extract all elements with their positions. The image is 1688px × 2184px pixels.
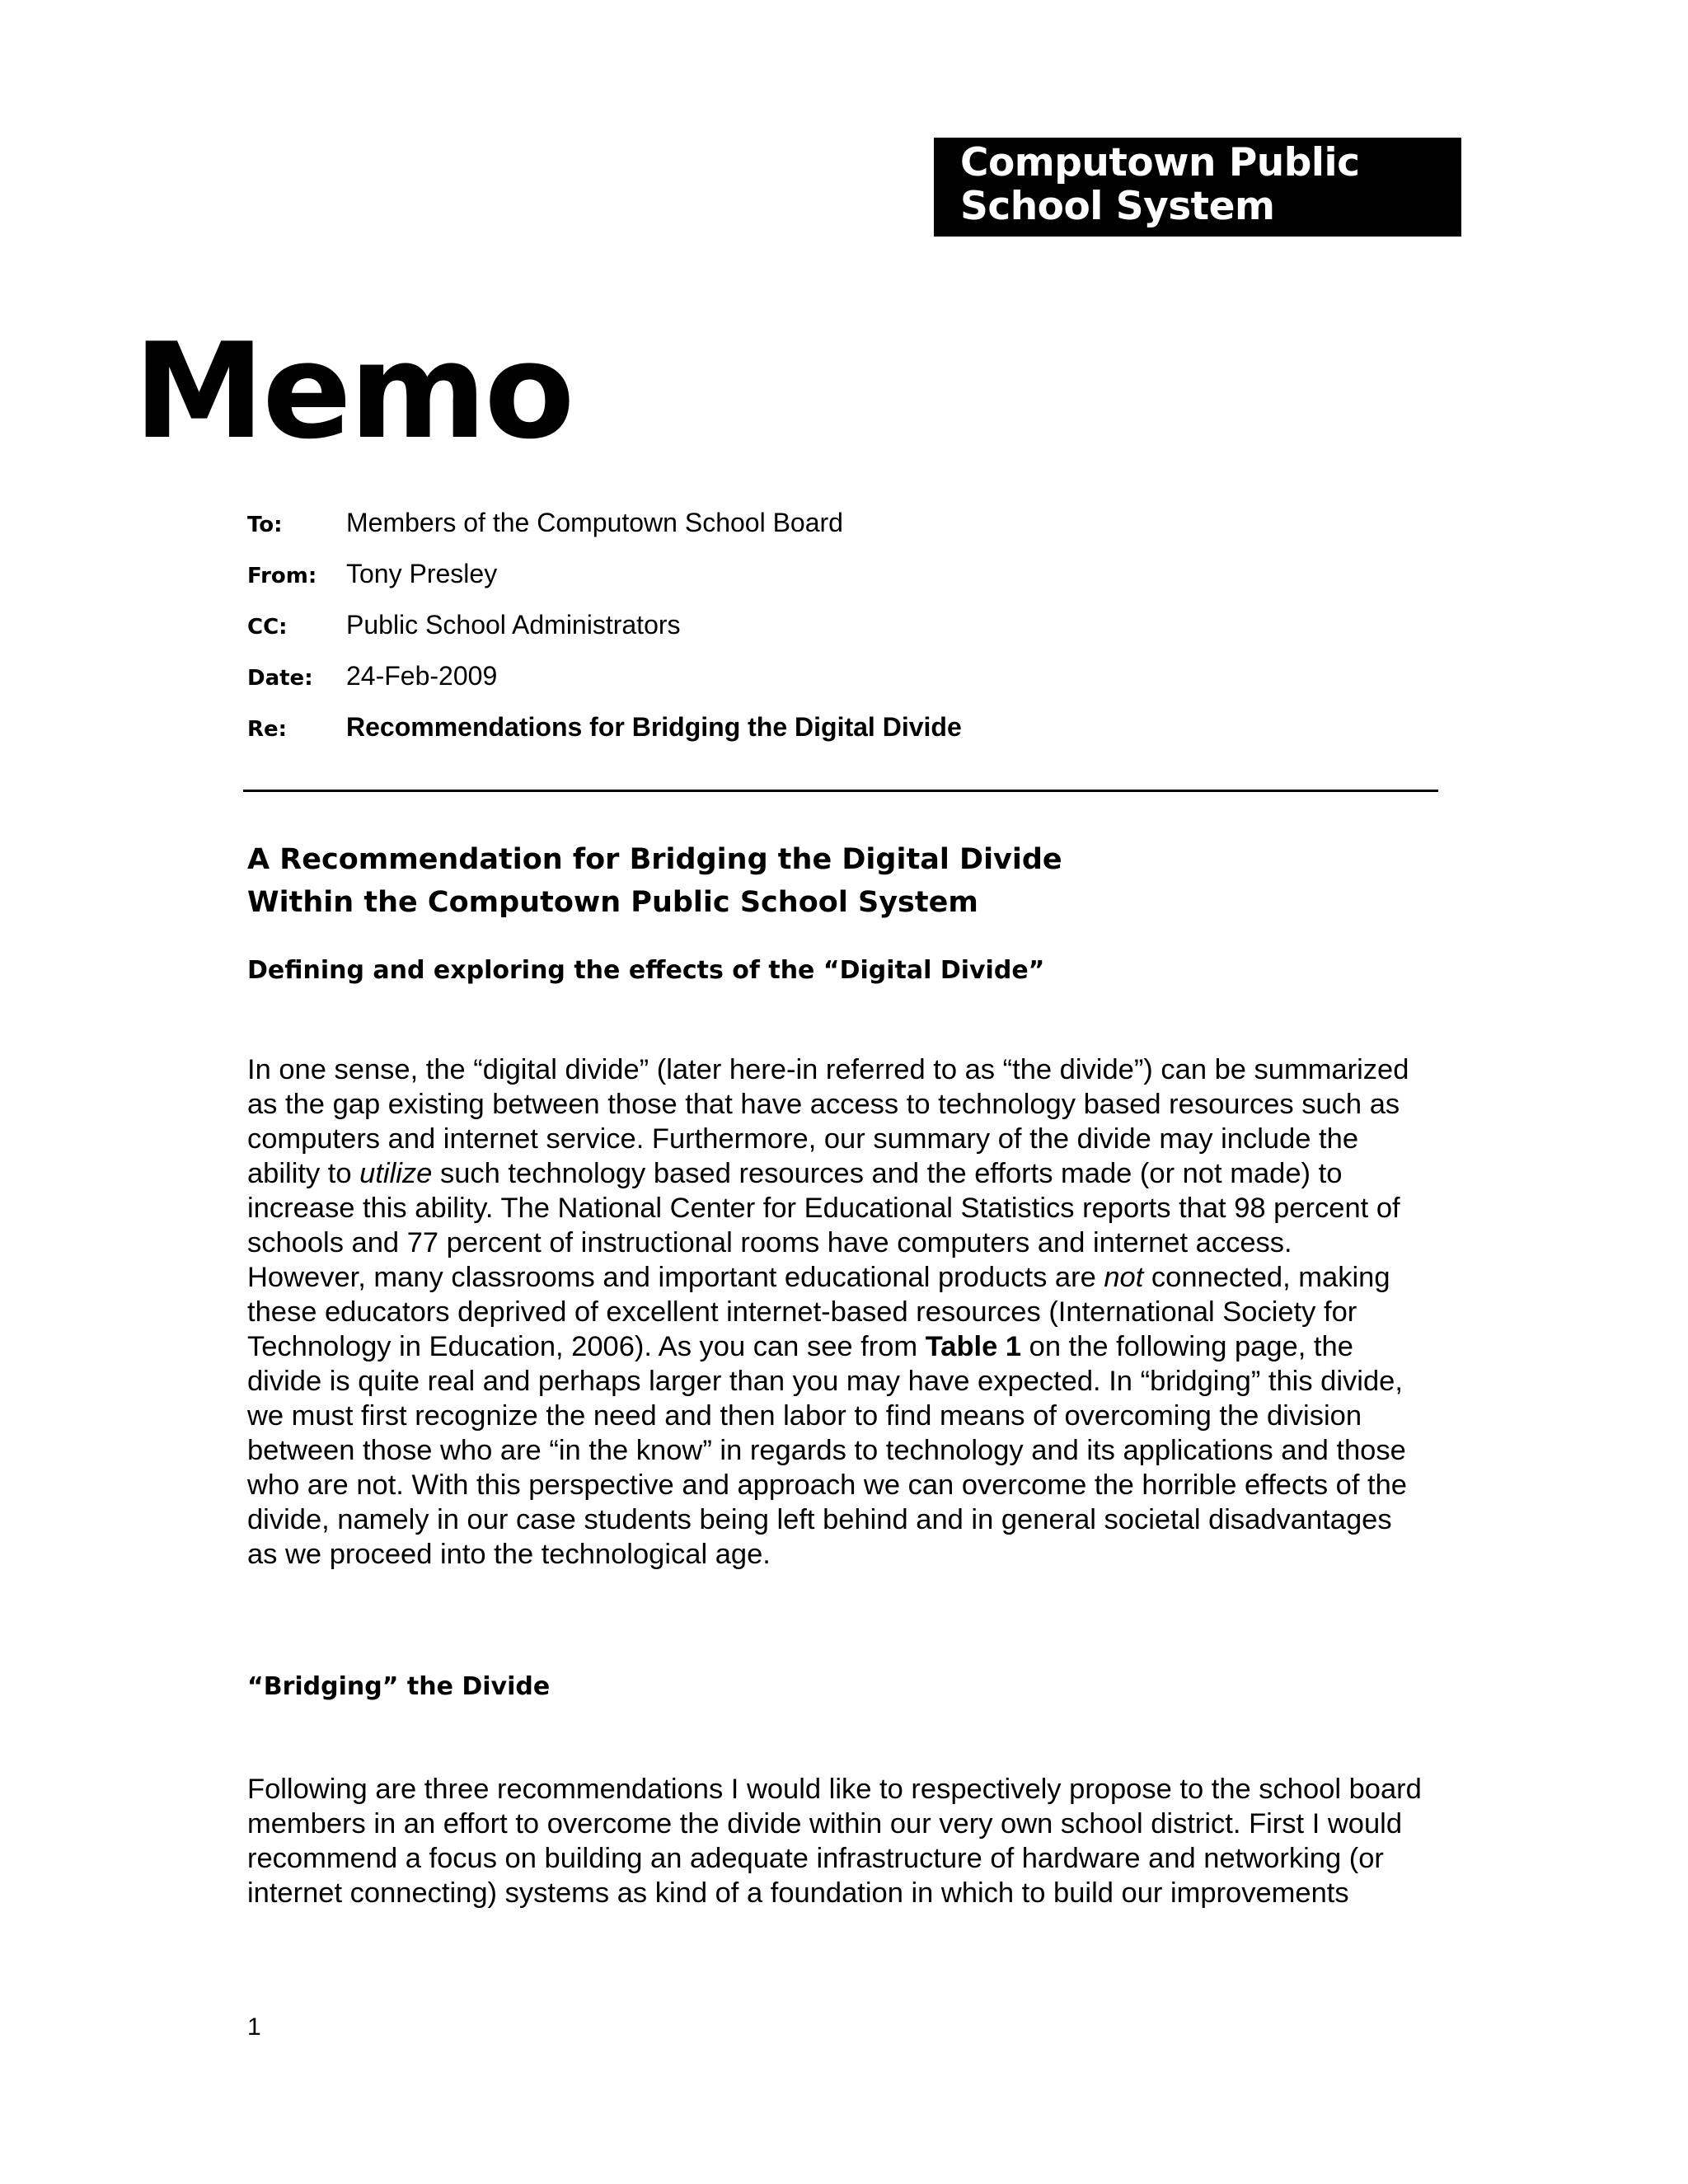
text-run: Technology in Education, 2006). As you can see from bbox=[247, 1331, 926, 1362]
from-label: From: bbox=[247, 564, 317, 588]
paragraph-line: divide, namely in our case students being left behind and in general societal disadvantages bbox=[247, 1504, 1392, 1535]
organization-line-1: Computown Public bbox=[960, 140, 1360, 185]
organization-banner bbox=[934, 138, 1461, 237]
re-row bbox=[247, 712, 1442, 763]
paragraph-line: Following are three recommendations I would like to respectively propose to the school board bbox=[247, 1774, 1422, 1805]
paragraph-line: members in an effort to overcome the divide within our very own school district. First I would bbox=[247, 1808, 1403, 1840]
cc-row bbox=[247, 610, 1442, 661]
page-number: 1 bbox=[247, 2013, 261, 2041]
section-heading-bridging: “Bridging” the Divide bbox=[247, 1672, 551, 1701]
date-value: 24-Feb-2009 bbox=[346, 661, 498, 691]
table-reference: Table 1 bbox=[925, 1331, 1022, 1362]
cc-label: CC: bbox=[247, 615, 288, 640]
text-run: on the following page, the bbox=[1021, 1331, 1353, 1362]
re-label: Re: bbox=[247, 717, 288, 742]
paragraph-line: computers and internet service. Furthermore, our summary of the divide may include the bbox=[247, 1123, 1359, 1155]
text-run: such technology based resources and the efforts made (or not made) to bbox=[432, 1158, 1343, 1189]
from-row bbox=[247, 559, 1442, 610]
paragraph-line: In one sense, the “digital divide” (later here-in referred to as “the divide”) can be summarized bbox=[247, 1054, 1409, 1085]
text-run: ability to bbox=[247, 1158, 360, 1189]
paragraph-line: we must first recognize the need and then labor to find means of overcoming the division bbox=[247, 1400, 1362, 1432]
paragraph-line: divide is quite real and perhaps larger than you may have expected. In “bridging” this divide, bbox=[247, 1366, 1403, 1397]
to-value: Members of the Computown School Board bbox=[346, 508, 843, 537]
memo-header-fields bbox=[247, 508, 1442, 763]
section-paragraph-defining bbox=[247, 1052, 1438, 1572]
paragraph-line: recommend a focus on building an adequate infrastructure of hardware and networking (or bbox=[247, 1843, 1384, 1874]
re-value: Recommendations for Bridging the Digital Divide bbox=[346, 712, 962, 742]
paragraph-line bbox=[247, 1156, 1438, 1191]
paragraph-line: as we proceed into the technological age. bbox=[247, 1539, 771, 1570]
from-value: Tony Presley bbox=[346, 559, 498, 588]
date-row bbox=[247, 661, 1442, 712]
document-heading bbox=[247, 838, 1062, 924]
text-run: However, many classrooms and important educational products are bbox=[247, 1262, 1104, 1293]
section-heading-defining: Defining and exploring the effects of the “Digital Divide” bbox=[247, 956, 1045, 985]
memo-title: Memo bbox=[134, 314, 573, 468]
date-label: Date: bbox=[247, 666, 313, 691]
header-divider bbox=[243, 790, 1438, 792]
paragraph-line bbox=[247, 1329, 1438, 1364]
text-run: connected, making bbox=[1143, 1262, 1390, 1293]
document-heading-line-1: A Recommendation for Bridging the Digital Divide bbox=[247, 843, 1062, 876]
paragraph-line: as the gap existing between those that have access to technology based resources such as bbox=[247, 1089, 1400, 1120]
document-heading-line-2: Within the Computown Public School System bbox=[247, 886, 978, 919]
emphasis-utilize: utilize bbox=[359, 1158, 433, 1189]
section-paragraph-bridging bbox=[247, 1772, 1438, 1910]
paragraph-line: increase this ability. The National Center for Educational Statistics reports that 98 percent of bbox=[247, 1193, 1400, 1224]
emphasis-not: not bbox=[1104, 1262, 1144, 1293]
paragraph-line: these educators deprived of excellent internet-based resources (International Society for bbox=[247, 1296, 1357, 1328]
paragraph-line: schools and 77 percent of instructional rooms have computers and internet access. bbox=[247, 1227, 1292, 1258]
organization-line-2: School System bbox=[960, 184, 1275, 229]
paragraph-line: between those who are “in the know” in regards to technology and its applications and those bbox=[247, 1435, 1406, 1466]
paragraph-line: internet connecting) systems as kind of a foundation in which to build our improvements bbox=[247, 1877, 1349, 1909]
to-label: To: bbox=[247, 513, 283, 537]
to-row bbox=[247, 508, 1442, 559]
paragraph-line bbox=[247, 1260, 1438, 1295]
cc-value: Public School Administrators bbox=[346, 610, 681, 640]
paragraph-line: who are not. With this perspective and approach we can overcome the horrible effects of the bbox=[247, 1469, 1407, 1501]
